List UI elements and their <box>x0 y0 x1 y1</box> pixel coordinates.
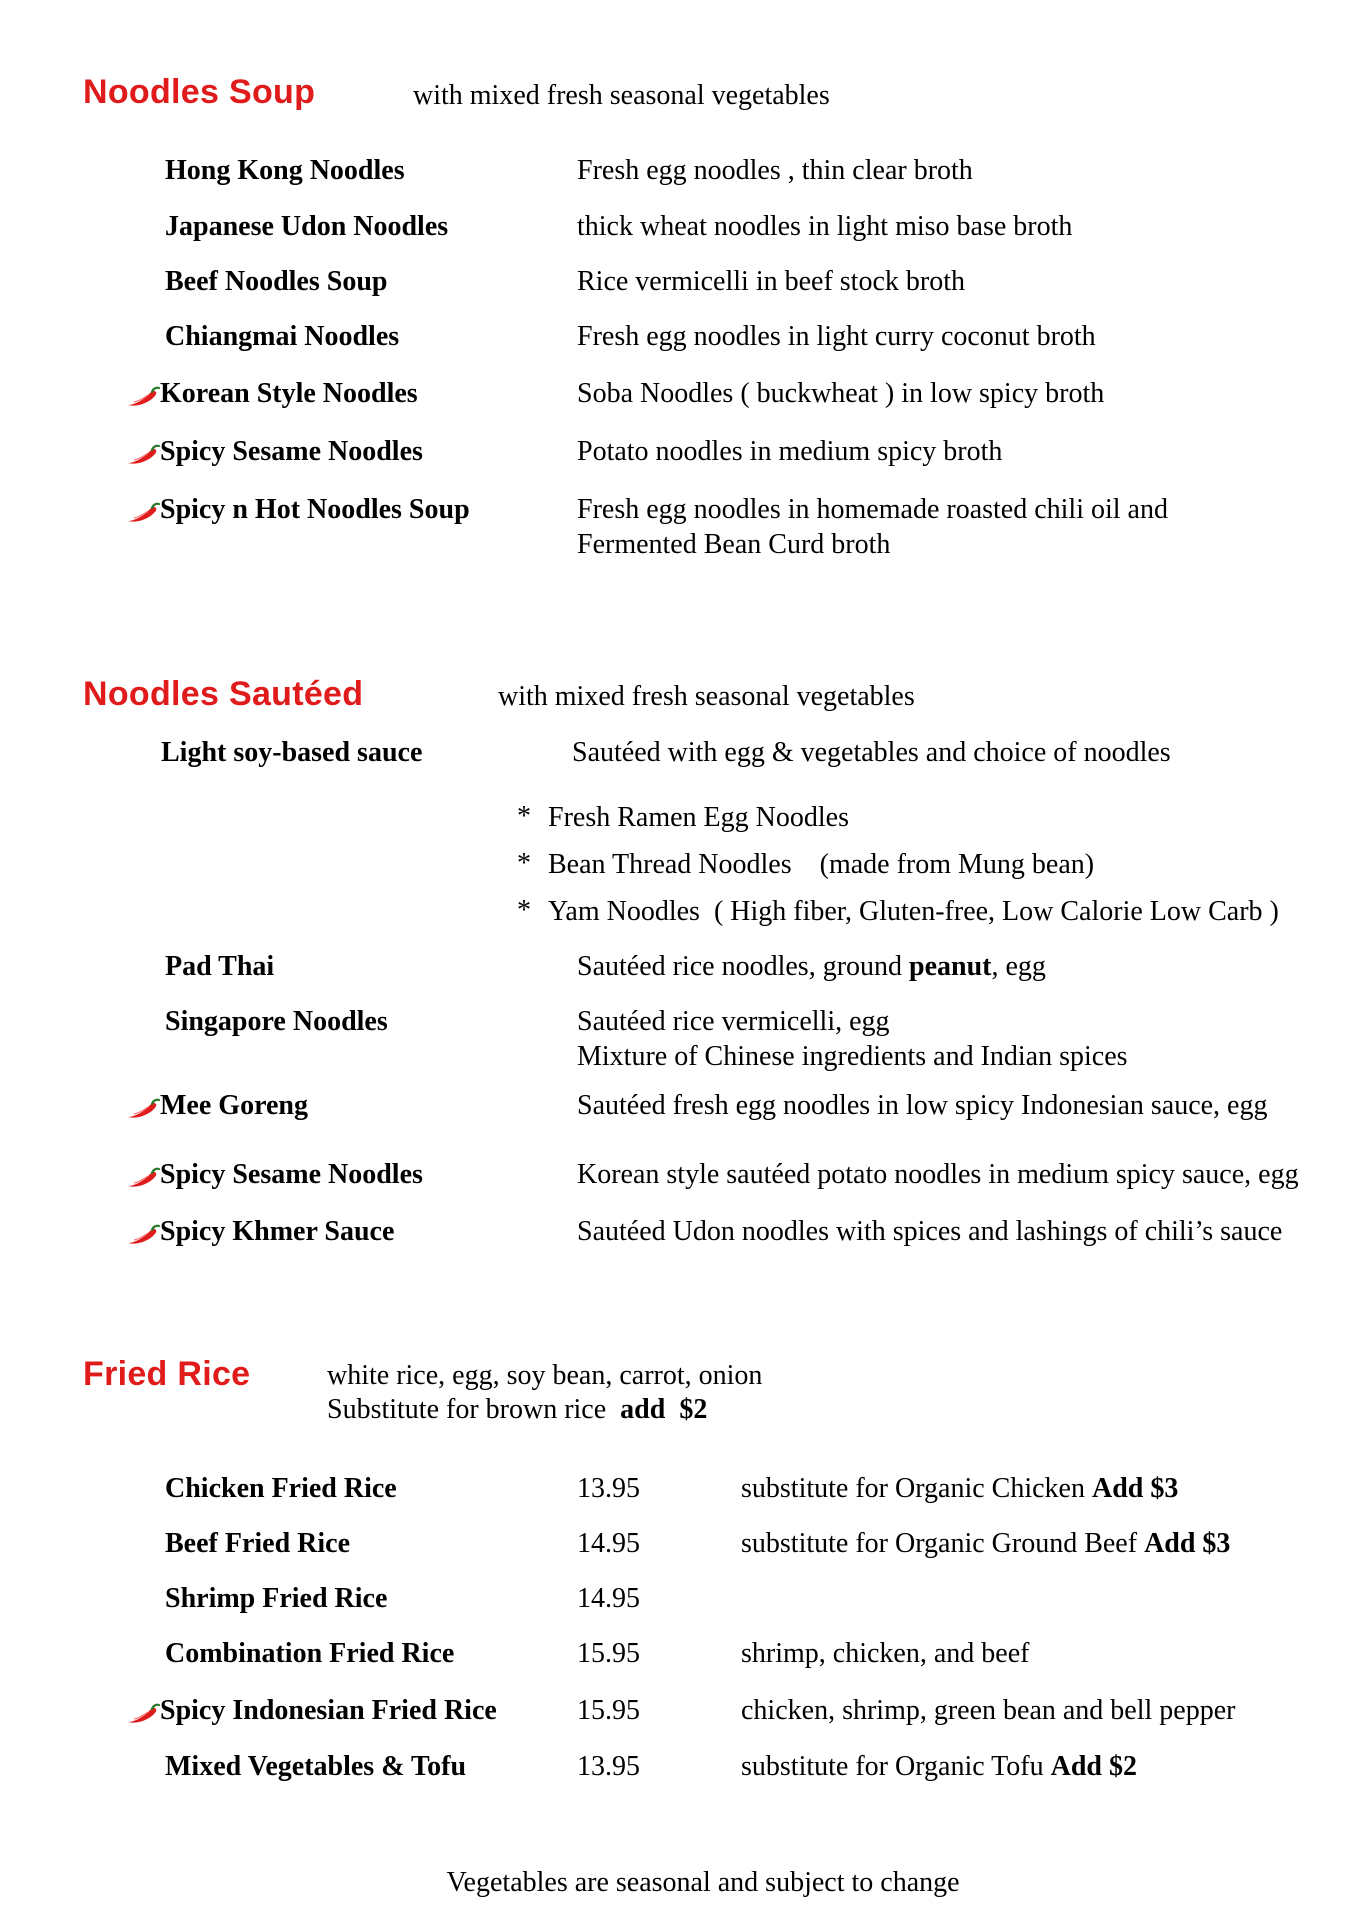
menu-item-name: Spicy Sesame Noodles <box>160 436 423 467</box>
menu-item-desc: Fresh egg noodles in homemade roasted chili oil and <box>577 494 1168 525</box>
chili-pepper-icon <box>126 444 160 466</box>
menu-item-name: Combination Fried Rice <box>165 1638 455 1669</box>
menu-item-price: 14.95 <box>577 1583 640 1614</box>
menu-item-desc: Soba Noodles ( buckwheat ) in low spicy broth <box>577 378 1105 409</box>
menu-item-name: Beef Fried Rice <box>165 1528 351 1559</box>
menu-item-desc: Sautéed rice vermicelli, egg <box>577 1006 890 1037</box>
menu-item-name: Spicy Khmer Sauce <box>160 1216 395 1247</box>
menu-item-note: substitute for Organic Chicken Add $3 <box>741 1473 1179 1504</box>
menu-item-price: 13.95 <box>577 1473 640 1504</box>
menu-item-name: Singapore Noodles <box>165 1006 388 1037</box>
choice-marker: * <box>517 801 531 832</box>
menu-item-price: 13.95 <box>577 1751 640 1782</box>
menu-item-name: Korean Style Noodles <box>160 378 418 409</box>
menu-item-note: substitute for Organic Ground Beef Add $3 <box>741 1528 1231 1559</box>
noodle-choice: Bean Thread Noodles (made from Mung bean) <box>548 849 1095 880</box>
menu-item-name: Chicken Fried Rice <box>165 1473 397 1504</box>
menu-item-name: Spicy n Hot Noodles Soup <box>160 494 470 525</box>
chili-pepper-icon <box>126 502 160 524</box>
menu-item-name: Beef Noodles Soup <box>165 266 388 297</box>
menu-item-desc: Sautéed Udon noodles with spices and lashings of chili’s sauce <box>577 1216 1283 1247</box>
noodle-choice: Fresh Ramen Egg Noodles <box>548 802 849 833</box>
fried-rice-subtitle-line2: Substitute for brown rice add $2 <box>327 1394 708 1425</box>
menu-item-desc-line2: Fermented Bean Curd broth <box>577 529 891 560</box>
menu-item-name: Spicy Indonesian Fried Rice <box>160 1695 497 1726</box>
menu-item-name: Hong Kong Noodles <box>165 155 405 186</box>
noodle-choice: Yam Noodles ( High fiber, Gluten-free, Low Calorie Low Carb ) <box>548 896 1279 927</box>
menu-item-name: Shrimp Fried Rice <box>165 1583 388 1614</box>
menu-item-desc: Fresh egg noodles , thin clear broth <box>577 155 973 186</box>
menu-item-price: 14.95 <box>577 1528 640 1559</box>
footer-note: Vegetables are seasonal and subject to change <box>446 1867 960 1898</box>
menu-item-note: chicken, shrimp, green bean and bell pepper <box>741 1695 1236 1726</box>
menu-item-desc: Sautéed fresh egg noodles in low spicy Indonesian sauce, egg <box>577 1090 1268 1121</box>
menu-item-desc: Sautéed rice noodles, ground peanut, egg <box>577 951 1046 982</box>
menu-item-desc: Korean style sautéed potato noodles in medium spicy sauce, egg <box>577 1159 1299 1190</box>
menu-item-price: 15.95 <box>577 1638 640 1669</box>
noodles-sauteed-subtitle: with mixed fresh seasonal vegetables <box>498 681 915 712</box>
menu-item-desc: Fresh egg noodles in light curry coconut broth <box>577 321 1096 352</box>
menu-item-name: Pad Thai <box>165 951 275 982</box>
menu-item-desc-line2: Mixture of Chinese ingredients and Indian spices <box>577 1041 1128 1072</box>
chili-pepper-icon <box>126 386 160 408</box>
chili-pepper-icon <box>126 1098 160 1120</box>
chili-pepper-icon <box>126 1224 160 1246</box>
noodles-sauteed-title: Noodles Sautéed <box>83 675 364 713</box>
sauce-label: Light soy-based sauce <box>161 737 423 768</box>
menu-item-name: Japanese Udon Noodles <box>165 211 449 242</box>
chili-pepper-icon <box>126 1703 160 1725</box>
menu-item-desc: Rice vermicelli in beef stock broth <box>577 266 965 297</box>
fried-rice-subtitle: white rice, egg, soy bean, carrot, onion <box>327 1360 763 1391</box>
noodles-soup-subtitle: with mixed fresh seasonal vegetables <box>413 80 830 111</box>
menu-item-name: Spicy Sesame Noodles <box>160 1159 423 1190</box>
choice-marker: * <box>517 895 531 926</box>
sauce-desc: Sautéed with egg & vegetables and choice of noodles <box>572 737 1171 768</box>
menu-item-note: substitute for Organic Tofu Add $2 <box>741 1751 1138 1782</box>
chili-pepper-icon <box>126 1167 160 1189</box>
choice-marker: * <box>517 848 531 879</box>
menu-item-note: shrimp, chicken, and beef <box>741 1638 1030 1669</box>
menu-item-name: Mee Goreng <box>160 1090 308 1121</box>
menu-item-desc: Potato noodles in medium spicy broth <box>577 436 1003 467</box>
menu-item-name: Chiangmai Noodles <box>165 321 400 352</box>
menu-item-desc: thick wheat noodles in light miso base broth <box>577 211 1073 242</box>
menu-item-price: 15.95 <box>577 1695 640 1726</box>
menu-item-name: Mixed Vegetables & Tofu <box>165 1751 467 1782</box>
noodles-soup-title: Noodles Soup <box>83 73 316 111</box>
fried-rice-title: Fried Rice <box>83 1355 251 1393</box>
